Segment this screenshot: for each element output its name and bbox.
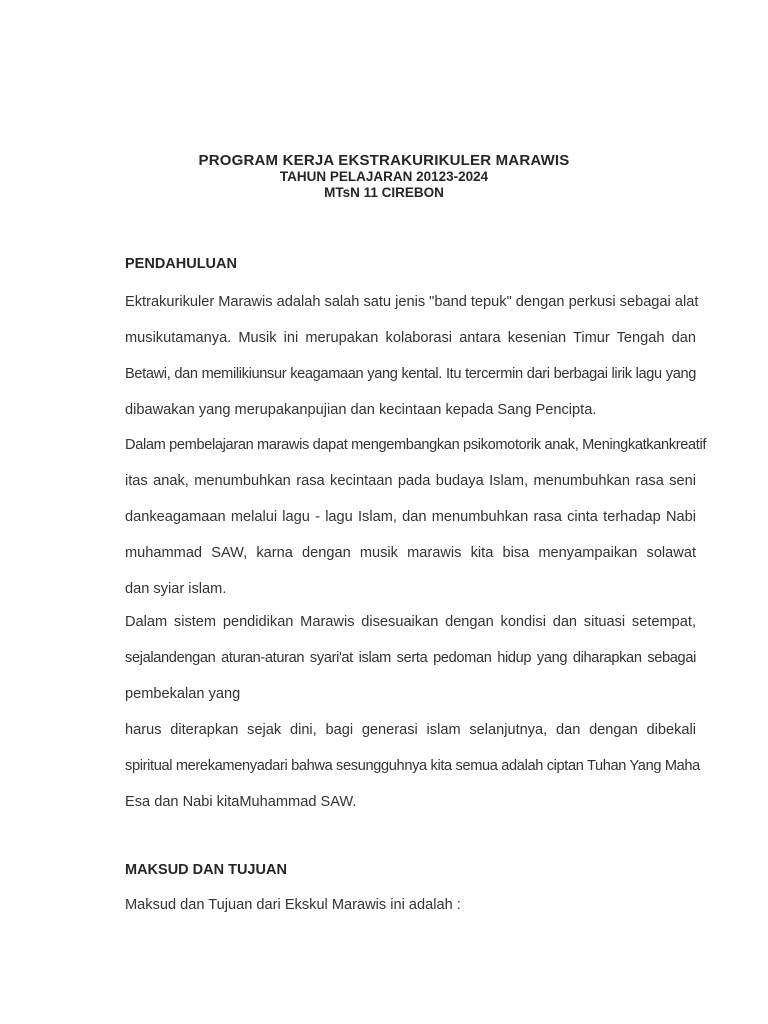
- document-title: [0, 152, 768, 201]
- heading-pendahuluan: PENDAHULUAN: [125, 256, 237, 272]
- text-line: Betawi, dan memilikiunsur keagamaan yang kental. Itu tercermin dari berbagai lirik lagu yang: [125, 366, 696, 382]
- text-line: sejalandengan aturan-aturan syari'at islam serta pedoman hidup yang diharapkan sebagai: [125, 650, 696, 666]
- paragraph-pendahuluan-3: [125, 612, 696, 720]
- text-line: spiritual merekamenyadari bahwa sesungguhnya kita semua adalah ciptan Tuhan Yang Maha: [125, 758, 700, 774]
- text-line: pembekalan yang: [125, 686, 241, 702]
- text-line: Dalam sistem pendidikan Marawis disesuaikan dengan kondisi dan situasi setempat,: [125, 614, 696, 630]
- text-line: harus diterapkan sejak dini, bagi generasi islam selanjutnya, dan dengan dibekali: [125, 722, 696, 738]
- text-line: dankeagamaan melalui lagu - lagu Islam, dan menumbuhkan rasa cinta terhadap Nabi: [125, 509, 696, 525]
- text-line: Ektrakurikuler Marawis adalah salah satu jenis "band tepuk" dengan perkusi sebagai alat: [125, 294, 699, 310]
- text-line: itas anak, menumbuhkan rasa kecintaan pada budaya Islam, menumbuhkan rasa seni: [125, 473, 696, 489]
- heading-maksud-dan-tujuan: MAKSUD DAN TUJUAN: [125, 862, 287, 878]
- text-line: dan syiar islam.: [125, 581, 227, 597]
- paragraph-maksud-1: Maksud dan Tujuan dari Ekskul Marawis ini adalah :: [125, 897, 461, 913]
- text-line: muhammad SAW, karna dengan musik marawis kita bisa menyampaikan solawat: [125, 545, 696, 561]
- text-line: Dalam pembelajaran marawis dapat mengembangkan psikomotorik anak, Meningkatkankreatif: [125, 437, 707, 453]
- title-line-1: PROGRAM KERJA EKSTRAKURIKULER MARAWIS: [198, 152, 570, 169]
- title-line-2: TAHUN PELAJARAN 20123-2024: [279, 169, 489, 184]
- text-line: Esa dan Nabi kitaMuhammad SAW.: [125, 794, 357, 810]
- paragraph-pendahuluan-4: [125, 720, 700, 828]
- paragraph-pendahuluan-2: [125, 435, 707, 615]
- paragraph-pendahuluan-1: [125, 292, 699, 436]
- text-line: musikutamanya. Musik ini merupakan kolaborasi antara kesenian Timur Tengah dan: [125, 330, 696, 346]
- title-line-3: MTsN 11 CIREBON: [324, 185, 444, 200]
- text-line: dibawakan yang merupakanpujian dan kecintaan kepada Sang Pencipta.: [125, 402, 597, 418]
